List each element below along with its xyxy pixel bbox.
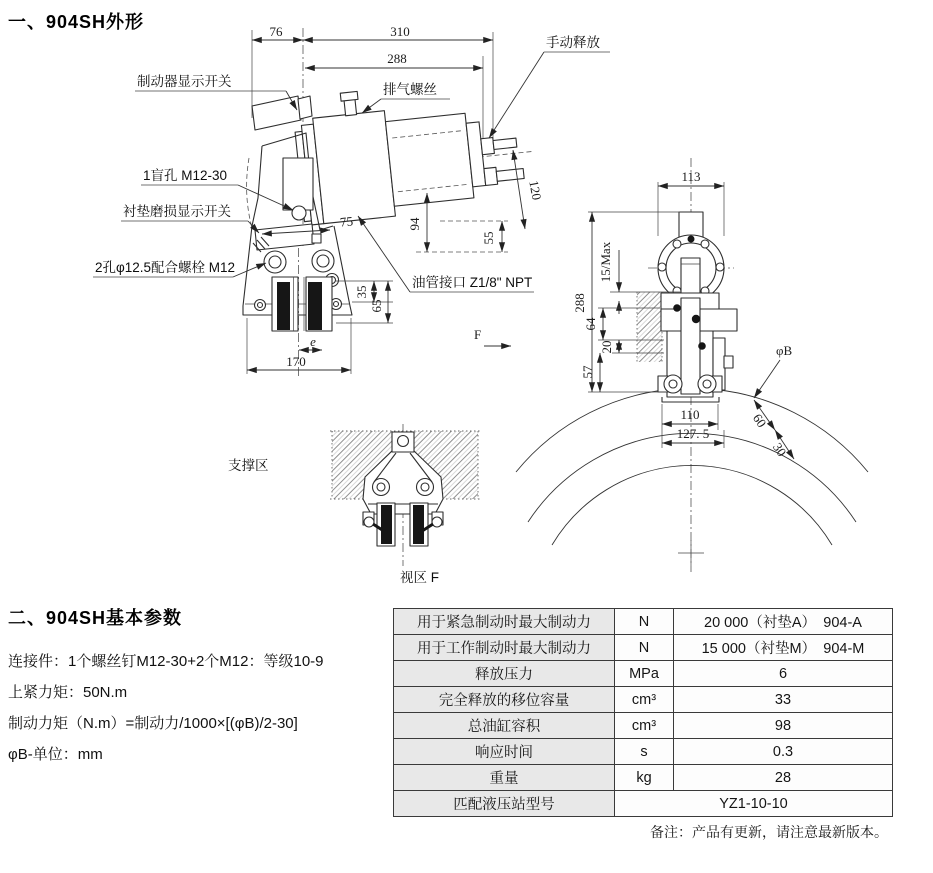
- dim-127-5: 127. 5: [676, 426, 710, 441]
- oil-port-label: 油管接口 Z1/8" NPT: [412, 275, 533, 290]
- dim-120: 120: [526, 179, 545, 202]
- param-label-cell: 用于紧急制动时最大制动力: [394, 609, 615, 635]
- param-unit-cell: N: [615, 609, 674, 635]
- manual-release-label: 手动释放: [546, 35, 600, 50]
- table-row: [394, 635, 893, 661]
- param-label-cell: 重量: [394, 765, 615, 791]
- param-value-cell: 98: [674, 713, 893, 739]
- dim-288-front: 288: [572, 293, 587, 313]
- dim-35: 35: [354, 285, 369, 299]
- param-unit-cell: MPa: [615, 661, 674, 687]
- fit-bolts-label: 2孔φ12.5配合螺栓 M12: [95, 260, 236, 275]
- param-value-cell: 33: [674, 687, 893, 713]
- dim-75: 75: [339, 213, 354, 230]
- param-unit-cell: N: [615, 635, 674, 661]
- spec-notes: [8, 646, 324, 770]
- param-value-cell: 0.3: [674, 739, 893, 765]
- param-value-cell: YZ1-10-10: [615, 791, 893, 817]
- front-view: [516, 158, 868, 572]
- param-value-cell: 20 000（衬垫A） 904-A: [674, 609, 893, 635]
- dim-288-top: 288: [387, 51, 407, 66]
- spec-connectors: 连接件：1个螺丝钉M12-30+2个M12：等级10-9: [8, 653, 324, 670]
- disc-arc-inner: [552, 465, 832, 545]
- param-value-cell: 28: [674, 765, 893, 791]
- table-row: [394, 661, 893, 687]
- table-row: [394, 765, 893, 791]
- param-label-cell: 响应时间: [394, 739, 615, 765]
- dim-170: 170: [286, 354, 306, 369]
- param-unit-cell: s: [615, 739, 674, 765]
- param-label-cell: 完全释放的移位容量: [394, 687, 615, 713]
- param-value-cell: 15 000（衬垫M） 904-M: [674, 635, 893, 661]
- dim-30: 30: [769, 439, 790, 460]
- section2-title: 二、904SH基本参数: [8, 608, 183, 628]
- dim-15max: 15/Max: [598, 241, 613, 283]
- table-row: [394, 713, 893, 739]
- dim-20: 20: [599, 340, 614, 354]
- wall-hatch: [637, 292, 662, 362]
- parameters-table: [393, 608, 893, 817]
- dim-65: 65: [369, 299, 384, 313]
- param-label-cell: 匹配液压站型号: [394, 791, 615, 817]
- spec-phib-unit: φB-单位：mm: [8, 746, 103, 763]
- spec-braking-torque-formula: 制动力矩（N.m）=制动力/1000×[(φB)/2-30]: [8, 715, 298, 732]
- side-view: [93, 24, 610, 378]
- brake-indicator-switch-label: 制动器显示开关: [137, 74, 232, 89]
- dim-60: 60: [749, 410, 770, 431]
- disc-diameter-label: φB: [776, 343, 793, 358]
- dim-e: e: [310, 334, 316, 349]
- blind-hole-label: 1盲孔 M12-30: [143, 168, 228, 183]
- brake-pad-right: [308, 282, 322, 330]
- dim-76: 76: [269, 24, 283, 39]
- table-row: [394, 609, 893, 635]
- exhaust-screw-label: 排气螺丝: [383, 82, 437, 97]
- footer-note: 备注：产品有更新，请注意最新版本。: [650, 824, 888, 840]
- param-unit-cell: cm³: [615, 687, 674, 713]
- dim-94: 94: [407, 217, 422, 231]
- table-row: [394, 791, 893, 817]
- view-direction-label: F: [474, 327, 482, 342]
- pad-wear-switch-label: 衬垫磨损显示开关: [123, 204, 231, 219]
- spec-tightening-torque: 上紧力矩：50N.m: [8, 684, 128, 701]
- table-row: [394, 739, 893, 765]
- brake-pad-left: [277, 282, 290, 330]
- param-label-cell: 用于工作制动时最大制动力: [394, 635, 615, 661]
- param-label-cell: 释放压力: [394, 661, 615, 687]
- section1-title: 一、904SH外形: [8, 12, 145, 32]
- view-f-label: 视区 F: [400, 570, 439, 585]
- view-f: [228, 424, 480, 585]
- param-value-cell: 6: [674, 661, 893, 687]
- dim-110: 110: [680, 407, 700, 422]
- dim-113: 113: [681, 169, 701, 184]
- param-unit-cell: cm³: [615, 713, 674, 739]
- param-unit-cell: kg: [615, 765, 674, 791]
- support-area-label: 支撑区: [228, 458, 269, 473]
- dim-57: 57: [580, 365, 595, 379]
- table-row: [394, 687, 893, 713]
- param-label-cell: 总油缸容积: [394, 713, 615, 739]
- dim-310: 310: [390, 24, 410, 39]
- disc-arc-mid: [528, 433, 856, 522]
- dim-55: 55: [481, 231, 496, 245]
- dim-64: 64: [583, 317, 598, 331]
